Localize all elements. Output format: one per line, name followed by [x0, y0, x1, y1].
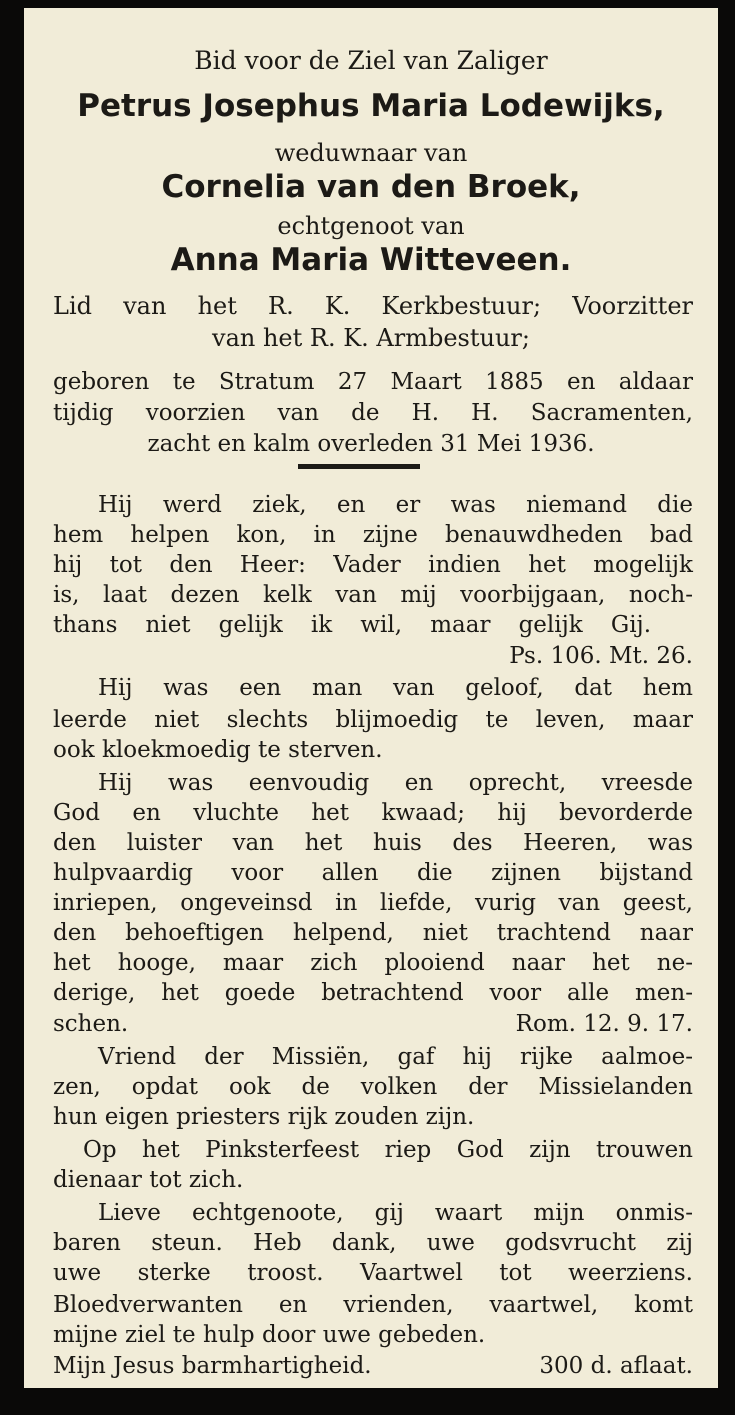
sacraments-line: tijdig voorzien van de H. H. Sacramenten, — [53, 400, 693, 426]
text-line: Op het Pinksterfeest riep God zijn trouwen — [83, 1137, 693, 1163]
text-line: inriepen, ongeveinsd in liefde, vurig van geest, — [53, 890, 693, 916]
spouse-of-label: echtgenoot van — [277, 212, 465, 240]
text-line: hulpvaardig voor allen die zijnen bijstand — [53, 860, 693, 886]
text-line: den luister van het huis des Heeren, was — [53, 830, 693, 856]
text-line: leerde niet slechts blijmoedig te leven, maar — [53, 707, 693, 733]
text-line: den behoeftigen helpend, niet trachtend naar — [53, 920, 693, 946]
text-line: uwe sterke troost. Vaartwel tot weerziens. — [53, 1260, 693, 1286]
memorial-card — [24, 8, 718, 1388]
text-line: hun eigen priesters rijk zouden zijn. — [53, 1104, 475, 1130]
prayer-invocation: Mijn Jesus barmhartigheid. — [53, 1353, 372, 1379]
scripture-reference: Ps. 106. Mt. 26. — [509, 643, 693, 669]
text-line: Bloedverwanten en vrienden, vaartwel, komt — [53, 1292, 693, 1318]
text-line: derige, het goede betrachtend voor alle men- — [53, 980, 693, 1006]
text-line: mijne ziel te hulp door uwe gebeden. — [53, 1322, 486, 1348]
text-line: dienaar tot zich. — [53, 1167, 244, 1193]
text-line: ook kloekmoedig te sterven. — [53, 737, 383, 763]
scripture-reference: Rom. 12. 9. 17. — [515, 1011, 693, 1037]
text-line: schen. — [53, 1011, 129, 1037]
text-line: het hooge, maar zich plooiend naar het ne- — [53, 950, 693, 976]
text-line: is, laat dezen kelk van mij voorbijgaan, noch- — [53, 582, 693, 608]
text-line: Vriend der Missiën, gaf hij rijke aalmoe- — [98, 1044, 693, 1070]
text-line: hem helpen kon, in zijne benauwdheden bad — [53, 522, 693, 548]
text-line: Lieve echtgenoote, gij waart mijn onmis- — [98, 1200, 693, 1226]
function-line: Lid van het R. K. Kerkbestuur; Voorzitter — [53, 292, 693, 320]
text-line: baren steun. Heb dank, uwe godsvrucht zij — [53, 1230, 693, 1256]
text-line: God en vluchte het kwaad; hij bevorderde — [53, 800, 693, 826]
prayer-intro: Bid voor de Ziel van Zaliger — [194, 46, 548, 75]
text-line: zen, opdat ook de volken der Missielanden — [53, 1074, 693, 1100]
indulgence-row — [53, 1353, 693, 1379]
text-line: thans niet gelijk ik wil, maar gelijk Gij. — [53, 612, 651, 638]
widower-of-label: weduwnaar van — [274, 139, 468, 167]
text-line: Hij was eenvoudig en oprecht, vreesde — [98, 770, 693, 796]
closing-reference-row — [53, 1011, 693, 1037]
birth-line: geboren te Stratum 27 Maart 1885 en aldaar — [53, 369, 693, 395]
text-line: hij tot den Heer: Vader indien het mogelijk — [53, 552, 693, 578]
text-line: Hij werd ziek, en er was niemand die — [98, 492, 693, 518]
first-wife-name: Cornelia van den Broek, — [161, 169, 581, 205]
deceased-name: Petrus Josephus Maria Lodewijks, — [77, 88, 665, 124]
text-line: Hij was een man van geloof, dat hem — [98, 675, 693, 701]
divider-rule — [298, 464, 420, 469]
function-line: van het R. K. Armbestuur; — [212, 324, 530, 352]
second-wife-name: Anna Maria Witteveen. — [170, 242, 572, 278]
indulgence-note: 300 d. aflaat. — [539, 1353, 693, 1379]
death-line: zacht en kalm overleden 31 Mei 1936. — [147, 431, 595, 457]
